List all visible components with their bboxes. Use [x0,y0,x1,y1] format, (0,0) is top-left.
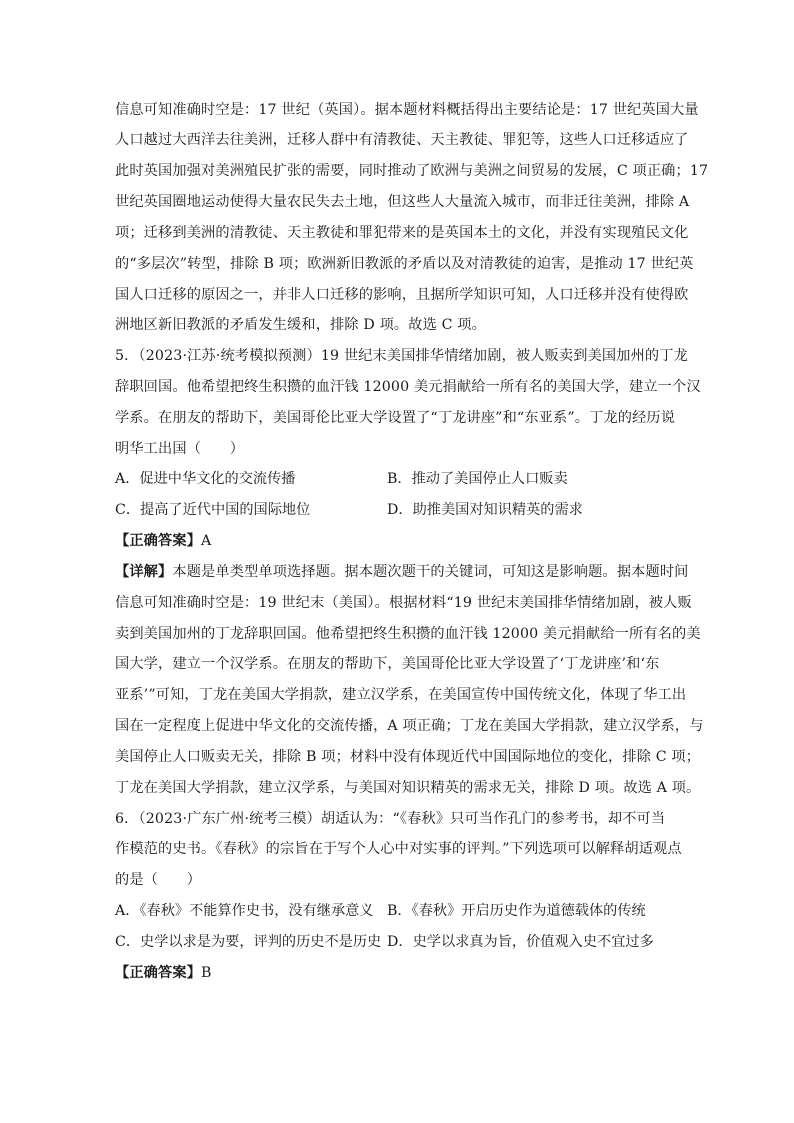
text-line: 的“多层次”转型，排除 B 项；欧洲新旧教派的矛盾以及对清教徒的迫害，是推动 17 世纪英 [115,256,694,272]
answer-value: B [201,965,212,981]
question-6-stem: 的是（ ） [115,872,202,888]
answer-label: 【正确答案】 [115,533,202,549]
question-5-stem: 辞职回国。他希望把终生积攒的血汗钱 12000 美元捐献给一所有名的美国大学，建立一个汉 [115,379,701,395]
question-6-stem: 作模范的史书。《春秋》的宗旨在于写个人心中对实事的评判。”下列选项可以解释胡适观点 [115,841,682,857]
question-5-answer [115,532,685,550]
question-6-option-d: D．史学以求真为旨，价值观入史不宜过多 [387,934,654,950]
detail-line: 亚系’”可知，丁龙在美国大学捐款，建立汉学系，在美国宣传中国传统文化，体现了华工出 [115,687,687,703]
question-6-answer [115,964,685,982]
detail-line: 信息可知准确时空是：19 世纪末（美国）。根据材料“19 世纪末美国排华情绪加剧，被人贩 [115,595,692,611]
question-5-option-d: D．助推美国对知识精英的需求 [387,502,583,518]
question-6-stem: 6．（2023·广东广州·统考三模）胡适认为：“《春秋》只可当作孔门的参考书，却不可当 [115,811,666,827]
text-line: 此时英国加强对美洲殖民扩张的需要，同时推动了欧洲与美洲之间贸易的发展，C 项正确；17 [115,163,709,179]
question-5-stem: 明华工出国（ ） [115,441,245,457]
question-5-detail [115,563,689,581]
text-line: 国人口迁移的原因之一，并非人口迁移的影响，且据所学知识可知，人口迁移并没有使得欧 [115,287,689,303]
text-line: 洲地区新旧教派的矛盾发生缓和，排除 D 项。故选 C 项。 [115,317,486,333]
text-line: 人口越过大西洋去往美洲，迁移人群中有清教徒、天主教徒、罪犯等，这些人口迁移适应了 [115,132,689,148]
question-6-option-c: C．史学以求是为要，评判的历史不是历史 [115,934,382,950]
question-6-option-a: A．《春秋》不能算作史书，没有继承意义 [115,903,374,919]
detail-text: 本题是单类型单项选择题。据本题次题干的关键词，可知这是影响题。据本题时间 [172,564,689,580]
question-5-option-c: C．提高了近代中国的国际地位 [115,502,311,518]
detail-line: 卖到美国加州的丁龙辞职回国。他希望把终生积攒的血汗钱 12000 美元捐献给一所有名的美 [115,626,701,642]
question-5-stem: 5．（2023·江苏·统考模拟预测）19 世纪末美国排华情绪加剧，被人贩卖到美国加州的丁龙 [115,348,688,364]
detail-line: 丁龙在美国大学捐款，建立汉学系，与美国对知识精英的需求无关，排除 D 项。故选 A 项。 [115,780,701,796]
question-5-option-b: B．推动了美国停止人口贩卖 [387,471,568,487]
answer-label: 【正确答案】 [115,965,202,981]
detail-line: 国大学，建立一个汉学系。在朋友的帮助下，美国哥伦比亚大学设置了‘丁龙讲座’和‘东 [115,656,660,672]
detail-line: 美国停止人口贩卖无关，排除 B 项；材料中没有体现近代中国国际地位的变化，排除 C 项； [115,749,701,765]
answer-value: A [201,533,212,549]
detail-line: 国在一定程度上促进中华文化的交流传播，A 项正确；丁龙在美国大学捐款，建立汉学系，与 [115,718,704,734]
text-line: 世纪英国圈地运动使得大量农民失去土地，但这些人大量流入城市，而非迁往美洲，排除 A [115,194,690,210]
text-line: 项；迁移到美洲的清教徒、天主教徒和罪犯带来的是英国本土的文化，并没有实现殖民文化 [115,225,689,241]
question-5-stem: 学系。在朋友的帮助下，美国哥伦比亚大学设置了“丁龙讲座”和“东亚系”。丁龙的经历说 [115,410,676,426]
question-5-option-a: A．促进中华文化的交流传播 [115,471,296,487]
question-6-option-b: B．《春秋》开启历史作为道德载体的传统 [387,903,646,919]
detail-label: 【详解】 [115,564,173,580]
text-line: 信息可知准确时空是：17 世纪（英国）。据本题材料概括得出主要结论是：17 世纪英国大量 [115,102,699,118]
